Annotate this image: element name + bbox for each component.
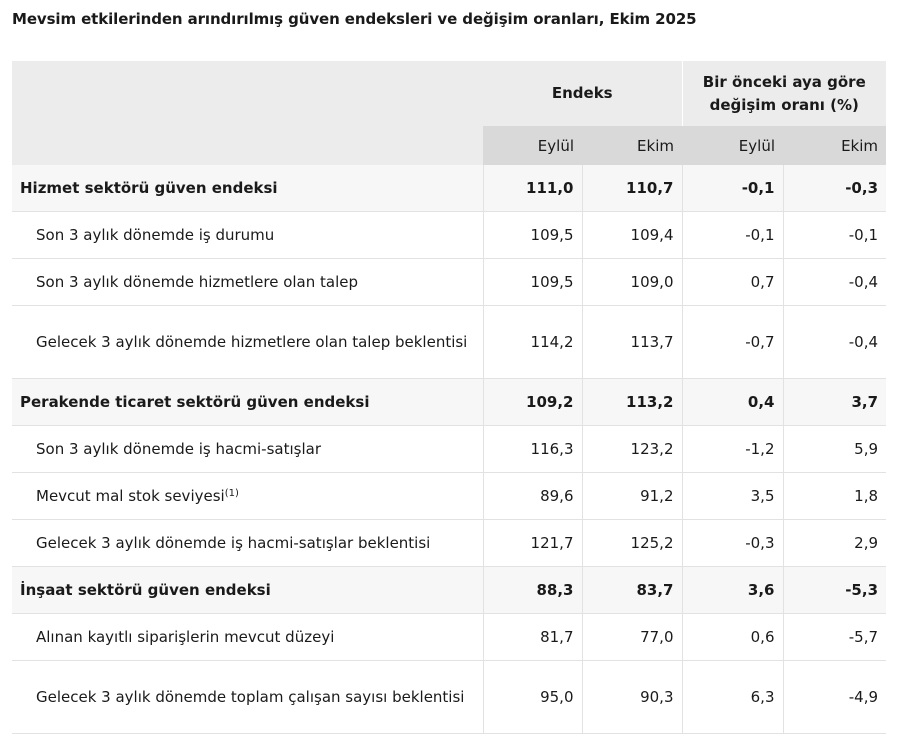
value-degisim-ekim: -5,3	[783, 567, 886, 614]
value-endeks-ekim: 77,0	[582, 614, 682, 661]
row-label: Mevcut mal stok seviyesi	[36, 486, 225, 505]
row-label-cell	[12, 614, 483, 661]
table-row	[12, 661, 886, 734]
value-degisim-ekim: 3,7	[783, 379, 886, 426]
row-label: Son 3 aylık dönemde hizmetlere olan talep	[36, 272, 359, 291]
row-label: Son 3 aylık dönemde iş durumu	[36, 225, 275, 244]
value-endeks-ekim: 109,4	[582, 212, 682, 259]
value-endeks-ekim: 91,2	[582, 473, 682, 520]
value-endeks-eylul: 114,2	[483, 306, 582, 379]
value-degisim-eylul: 6,3	[682, 661, 783, 734]
value-endeks-eylul: 89,6	[483, 473, 582, 520]
value-degisim-eylul: -0,1	[682, 212, 783, 259]
value-endeks-ekim: 83,7	[582, 567, 682, 614]
value-degisim-ekim: -0,4	[783, 306, 886, 379]
table-row-sector	[12, 379, 886, 426]
row-label: Gelecek 3 aylık dönemde toplam çalışan sayısı beklentisi	[36, 687, 465, 706]
value-endeks-eylul: 81,7	[483, 614, 582, 661]
row-label-cell	[12, 165, 483, 212]
value-endeks-ekim: 125,2	[582, 520, 682, 567]
value-degisim-ekim: 2,9	[783, 520, 886, 567]
value-degisim-ekim: -4,9	[783, 661, 886, 734]
value-degisim-eylul: 3,6	[682, 567, 783, 614]
value-endeks-ekim: 113,2	[582, 379, 682, 426]
row-label: Hizmet sektörü güven endeksi	[20, 179, 278, 197]
row-label: Gelecek 3 aylık dönemde iş hacmi-satışlar beklentisi	[36, 533, 431, 552]
value-degisim-ekim: -0,1	[783, 212, 886, 259]
header-blank-cell	[12, 61, 483, 165]
value-endeks-eylul: 95,0	[483, 661, 582, 734]
row-label: Gelecek 3 aylık dönemde hizmetlere olan talep beklentisi	[36, 332, 468, 351]
header-endeks-eylul: Eylül	[483, 126, 582, 165]
header-degisim	[682, 61, 886, 126]
table-row-sector	[12, 165, 886, 212]
value-endeks-eylul: 109,5	[483, 212, 582, 259]
value-degisim-ekim: 1,8	[783, 473, 886, 520]
value-degisim-ekim: -5,7	[783, 614, 886, 661]
header-endeks: Endeks	[483, 61, 682, 126]
table-row	[12, 259, 886, 306]
row-label-cell	[12, 306, 483, 379]
value-degisim-eylul: -0,1	[682, 165, 783, 212]
value-degisim-eylul: 0,4	[682, 379, 783, 426]
table-row	[12, 520, 886, 567]
value-endeks-eylul: 88,3	[483, 567, 582, 614]
value-endeks-eylul: 111,0	[483, 165, 582, 212]
value-degisim-eylul: -1,2	[682, 426, 783, 473]
value-degisim-eylul: -0,7	[682, 306, 783, 379]
value-degisim-eylul: -0,3	[682, 520, 783, 567]
row-label: Alınan kayıtlı siparişlerin mevcut düzeyi	[36, 627, 335, 646]
table-row	[12, 473, 886, 520]
value-degisim-eylul: 0,6	[682, 614, 783, 661]
header-endeks-ekim: Ekim	[582, 126, 682, 165]
header-degisim-eylul: Eylül	[682, 126, 783, 165]
table-row	[12, 426, 886, 473]
confidence-index-table	[12, 61, 886, 734]
header-degisim-ekim: Ekim	[783, 126, 886, 165]
row-label-cell	[12, 567, 483, 614]
value-endeks-ekim: 90,3	[582, 661, 682, 734]
table-row	[12, 306, 886, 379]
row-label: Son 3 aylık dönemde iş hacmi-satışlar	[36, 439, 321, 458]
row-label-cell	[12, 379, 483, 426]
value-endeks-ekim: 110,7	[582, 165, 682, 212]
value-endeks-ekim: 113,7	[582, 306, 682, 379]
value-endeks-eylul: 116,3	[483, 426, 582, 473]
value-endeks-eylul: 121,7	[483, 520, 582, 567]
value-degisim-ekim: -0,4	[783, 259, 886, 306]
table-row	[12, 212, 886, 259]
value-endeks-ekim: 123,2	[582, 426, 682, 473]
row-label-cell	[12, 212, 483, 259]
table-row	[12, 614, 886, 661]
row-label: İnşaat sektörü güven endeksi	[20, 581, 271, 599]
value-degisim-ekim: 5,9	[783, 426, 886, 473]
row-label-cell	[12, 259, 483, 306]
row-label-cell	[12, 661, 483, 734]
row-label-cell	[12, 520, 483, 567]
value-endeks-eylul: 109,2	[483, 379, 582, 426]
footnote-marker: (1)	[224, 487, 239, 499]
table-title: Mevsim etkilerinden arındırılmış güven endeksleri ve değişim oranları, Ekim 2025	[12, 10, 697, 28]
row-label: Perakende ticaret sektörü güven endeksi	[20, 393, 370, 411]
row-label-cell	[12, 473, 483, 520]
header-degisim-line2: değişim oranı (%)	[709, 95, 859, 114]
value-degisim-eylul: 3,5	[682, 473, 783, 520]
table-row-sector	[12, 567, 886, 614]
value-degisim-eylul: 0,7	[682, 259, 783, 306]
value-endeks-ekim: 109,0	[582, 259, 682, 306]
header-degisim-line1: Bir önceki aya göre	[702, 72, 866, 91]
value-endeks-eylul: 109,5	[483, 259, 582, 306]
value-degisim-ekim: -0,3	[783, 165, 886, 212]
row-label-cell	[12, 426, 483, 473]
